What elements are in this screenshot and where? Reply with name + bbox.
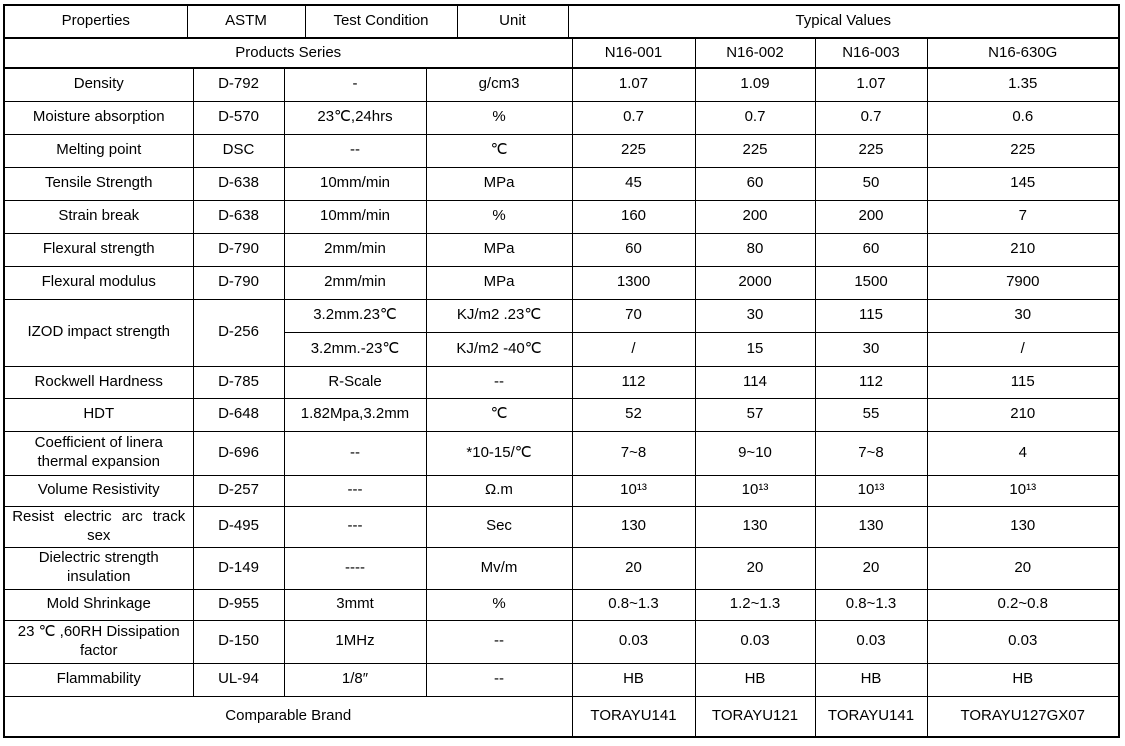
- column-header-properties: Properties: [4, 5, 187, 38]
- product-header: N16-001: [572, 38, 695, 68]
- condition-cell: 1.82Mpa,3.2mm: [284, 398, 426, 431]
- unit-cell: Mv/m: [426, 547, 572, 589]
- astm-cell: D-638: [193, 167, 284, 200]
- value-cell: 30: [927, 299, 1119, 332]
- astm-cell: DSC: [193, 134, 284, 167]
- property-cell: Moisture absorption: [4, 101, 193, 134]
- row-dissipation-factor: [4, 620, 1119, 663]
- unit-cell: ℃: [426, 134, 572, 167]
- astm-cell: D-149: [193, 547, 284, 589]
- value-cell: 7~8: [572, 431, 695, 475]
- value-cell: HB: [927, 663, 1119, 696]
- value-cell: 0.8~1.3: [815, 589, 927, 620]
- column-header-typical-values: Typical Values: [568, 5, 1119, 38]
- value-cell: 0.6: [927, 101, 1119, 134]
- value-cell: 70: [572, 299, 695, 332]
- unit-cell: Sec: [426, 506, 572, 547]
- condition-cell: 3mmt: [284, 589, 426, 620]
- condition-cell: ---: [284, 475, 426, 506]
- property-cell: Flexural strength: [4, 233, 193, 266]
- astm-cell: D-648: [193, 398, 284, 431]
- unit-cell: KJ/m2 .23℃: [426, 299, 572, 332]
- value-cell: 115: [927, 366, 1119, 398]
- unit-cell: g/cm3: [426, 68, 572, 101]
- astm-cell: D-495: [193, 506, 284, 547]
- value-cell: 50: [815, 167, 927, 200]
- row-density: [4, 68, 1119, 101]
- unit-cell: *10-15/℃: [426, 431, 572, 475]
- unit-cell: Ω.m: [426, 475, 572, 506]
- unit-cell: MPa: [426, 266, 572, 299]
- row-strain-break: [4, 200, 1119, 233]
- column-header-test-condition: Test Condition: [305, 5, 457, 38]
- value-cell: HB: [572, 663, 695, 696]
- value-cell: 112: [815, 366, 927, 398]
- unit-cell: %: [426, 589, 572, 620]
- unit-cell: MPa: [426, 167, 572, 200]
- value-cell: 1.09: [695, 68, 815, 101]
- value-cell: 225: [695, 134, 815, 167]
- value-cell: 210: [927, 398, 1119, 431]
- property-cell: Melting point: [4, 134, 193, 167]
- astm-cell: D-955: [193, 589, 284, 620]
- condition-cell: 2mm/min: [284, 233, 426, 266]
- brand-value-cell: TORAYU127GX07: [927, 696, 1119, 737]
- astm-cell: D-696: [193, 431, 284, 475]
- condition-cell: 10mm/min: [284, 200, 426, 233]
- unit-cell: --: [426, 663, 572, 696]
- value-cell: 114: [695, 366, 815, 398]
- condition-cell: --: [284, 431, 426, 475]
- product-header: N16-002: [695, 38, 815, 68]
- astm-cell: D-785: [193, 366, 284, 398]
- unit-cell: %: [426, 200, 572, 233]
- value-cell: 160: [572, 200, 695, 233]
- property-cell: Strain break: [4, 200, 193, 233]
- property-cell: Mold Shrinkage: [4, 589, 193, 620]
- column-header-unit: Unit: [457, 5, 568, 38]
- value-cell: 20: [927, 547, 1119, 589]
- property-cell: Rockwell Hardness: [4, 366, 193, 398]
- condition-cell: 1MHz: [284, 620, 426, 663]
- row-mold-shrinkage: [4, 589, 1119, 620]
- properties-table: [3, 4, 1120, 738]
- value-cell: 60: [572, 233, 695, 266]
- value-cell: 225: [927, 134, 1119, 167]
- row-hdt: [4, 398, 1119, 431]
- value-cell: 112: [572, 366, 695, 398]
- row-rockwell-hardness: [4, 366, 1119, 398]
- value-cell: 15: [695, 332, 815, 366]
- value-cell: /: [927, 332, 1119, 366]
- value-cell: 1500: [815, 266, 927, 299]
- products-series-label: Products Series: [4, 38, 572, 68]
- value-cell: HB: [695, 663, 815, 696]
- astm-cell: D-792: [193, 68, 284, 101]
- astm-cell: D-790: [193, 266, 284, 299]
- unit-cell: KJ/m2 -40℃: [426, 332, 572, 366]
- value-cell: 7: [927, 200, 1119, 233]
- value-cell: 0.03: [572, 620, 695, 663]
- unit-cell: ℃: [426, 398, 572, 431]
- value-cell: 225: [572, 134, 695, 167]
- value-cell: 130: [815, 506, 927, 547]
- value-cell: 10¹³: [815, 475, 927, 506]
- value-cell: 7900: [927, 266, 1119, 299]
- value-cell: 0.03: [695, 620, 815, 663]
- unit-cell: %: [426, 101, 572, 134]
- comparable-brand-label: Comparable Brand: [4, 696, 572, 737]
- astm-cell: D-790: [193, 233, 284, 266]
- column-header-astm: ASTM: [187, 5, 305, 38]
- astm-cell: UL-94: [193, 663, 284, 696]
- value-cell: 1.2~1.3: [695, 589, 815, 620]
- value-cell: 0.03: [815, 620, 927, 663]
- value-cell: 20: [695, 547, 815, 589]
- value-cell: 10¹³: [572, 475, 695, 506]
- property-cell: IZOD impact strength: [4, 299, 193, 366]
- property-cell: Volume Resistivity: [4, 475, 193, 506]
- unit-cell: --: [426, 620, 572, 663]
- condition-cell: 23℃,24hrs: [284, 101, 426, 134]
- value-cell: 1300: [572, 266, 695, 299]
- value-cell: 4: [927, 431, 1119, 475]
- value-cell: 115: [815, 299, 927, 332]
- value-cell: HB: [815, 663, 927, 696]
- value-cell: 225: [815, 134, 927, 167]
- value-cell: 210: [927, 233, 1119, 266]
- value-cell: /: [572, 332, 695, 366]
- product-header: N16-003: [815, 38, 927, 68]
- property-cell: Flexural modulus: [4, 266, 193, 299]
- value-cell: 0.2~0.8: [927, 589, 1119, 620]
- condition-cell: 2mm/min: [284, 266, 426, 299]
- astm-cell: D-150: [193, 620, 284, 663]
- value-cell: 1.07: [815, 68, 927, 101]
- astm-cell: D-570: [193, 101, 284, 134]
- header-row: [4, 5, 1119, 38]
- value-cell: 57: [695, 398, 815, 431]
- row-melting-point: [4, 134, 1119, 167]
- property-cell: HDT: [4, 398, 193, 431]
- condition-cell: 1/8″: [284, 663, 426, 696]
- value-cell: 130: [695, 506, 815, 547]
- value-cell: 200: [815, 200, 927, 233]
- condition-cell: --: [284, 134, 426, 167]
- row-flexural-modulus: [4, 266, 1119, 299]
- value-cell: 0.7: [815, 101, 927, 134]
- astm-cell: D-257: [193, 475, 284, 506]
- value-cell: 200: [695, 200, 815, 233]
- row-flexural-strength: [4, 233, 1119, 266]
- products-series-row: [4, 38, 1119, 68]
- value-cell: 0.7: [572, 101, 695, 134]
- value-cell: 10¹³: [695, 475, 815, 506]
- brand-value-cell: TORAYU141: [572, 696, 695, 737]
- row-volume-resistivity: [4, 475, 1119, 506]
- astm-cell: D-638: [193, 200, 284, 233]
- value-cell: 20: [572, 547, 695, 589]
- condition-cell: 3.2mm.-23℃: [284, 332, 426, 366]
- condition-cell: -: [284, 68, 426, 101]
- product-header: N16-630G: [927, 38, 1119, 68]
- value-cell: 0.03: [927, 620, 1119, 663]
- property-cell: Tensile Strength: [4, 167, 193, 200]
- property-cell: Dielectric strength insulation: [4, 547, 193, 589]
- row-flammability: [4, 663, 1119, 696]
- value-cell: 10¹³: [927, 475, 1119, 506]
- unit-cell: MPa: [426, 233, 572, 266]
- row-izod-impact-sub1: [4, 299, 1119, 332]
- value-cell: 145: [927, 167, 1119, 200]
- row-arc-track-resistance: [4, 506, 1119, 547]
- brand-value-cell: TORAYU141: [815, 696, 927, 737]
- condition-cell: 10mm/min: [284, 167, 426, 200]
- value-cell: 9~10: [695, 431, 815, 475]
- condition-cell: 3.2mm.23℃: [284, 299, 426, 332]
- row-comparable-brand: [4, 696, 1119, 737]
- value-cell: 60: [815, 233, 927, 266]
- condition-cell: ----: [284, 547, 426, 589]
- value-cell: 80: [695, 233, 815, 266]
- value-cell: 0.7: [695, 101, 815, 134]
- value-cell: 52: [572, 398, 695, 431]
- property-cell: Density: [4, 68, 193, 101]
- value-cell: 55: [815, 398, 927, 431]
- condition-cell: R-Scale: [284, 366, 426, 398]
- property-cell: Resist electric arc track sex: [4, 506, 193, 547]
- unit-cell: --: [426, 366, 572, 398]
- condition-cell: ---: [284, 506, 426, 547]
- row-dielectric-strength: [4, 547, 1119, 589]
- value-cell: 130: [927, 506, 1119, 547]
- brand-value-cell: TORAYU121: [695, 696, 815, 737]
- value-cell: 60: [695, 167, 815, 200]
- row-thermal-expansion: [4, 431, 1119, 475]
- property-cell: Coefficient of linera thermal expansion: [4, 431, 193, 475]
- astm-cell: D-256: [193, 299, 284, 366]
- property-cell: Flammability: [4, 663, 193, 696]
- value-cell: 30: [815, 332, 927, 366]
- value-cell: 0.8~1.3: [572, 589, 695, 620]
- row-tensile-strength: [4, 167, 1119, 200]
- value-cell: 2000: [695, 266, 815, 299]
- value-cell: 45: [572, 167, 695, 200]
- property-cell: 23 ℃ ,60RH Dissipation factor: [4, 620, 193, 663]
- value-cell: 7~8: [815, 431, 927, 475]
- row-moisture-absorption: [4, 101, 1119, 134]
- value-cell: 20: [815, 547, 927, 589]
- value-cell: 1.35: [927, 68, 1119, 101]
- value-cell: 30: [695, 299, 815, 332]
- value-cell: 130: [572, 506, 695, 547]
- value-cell: 1.07: [572, 68, 695, 101]
